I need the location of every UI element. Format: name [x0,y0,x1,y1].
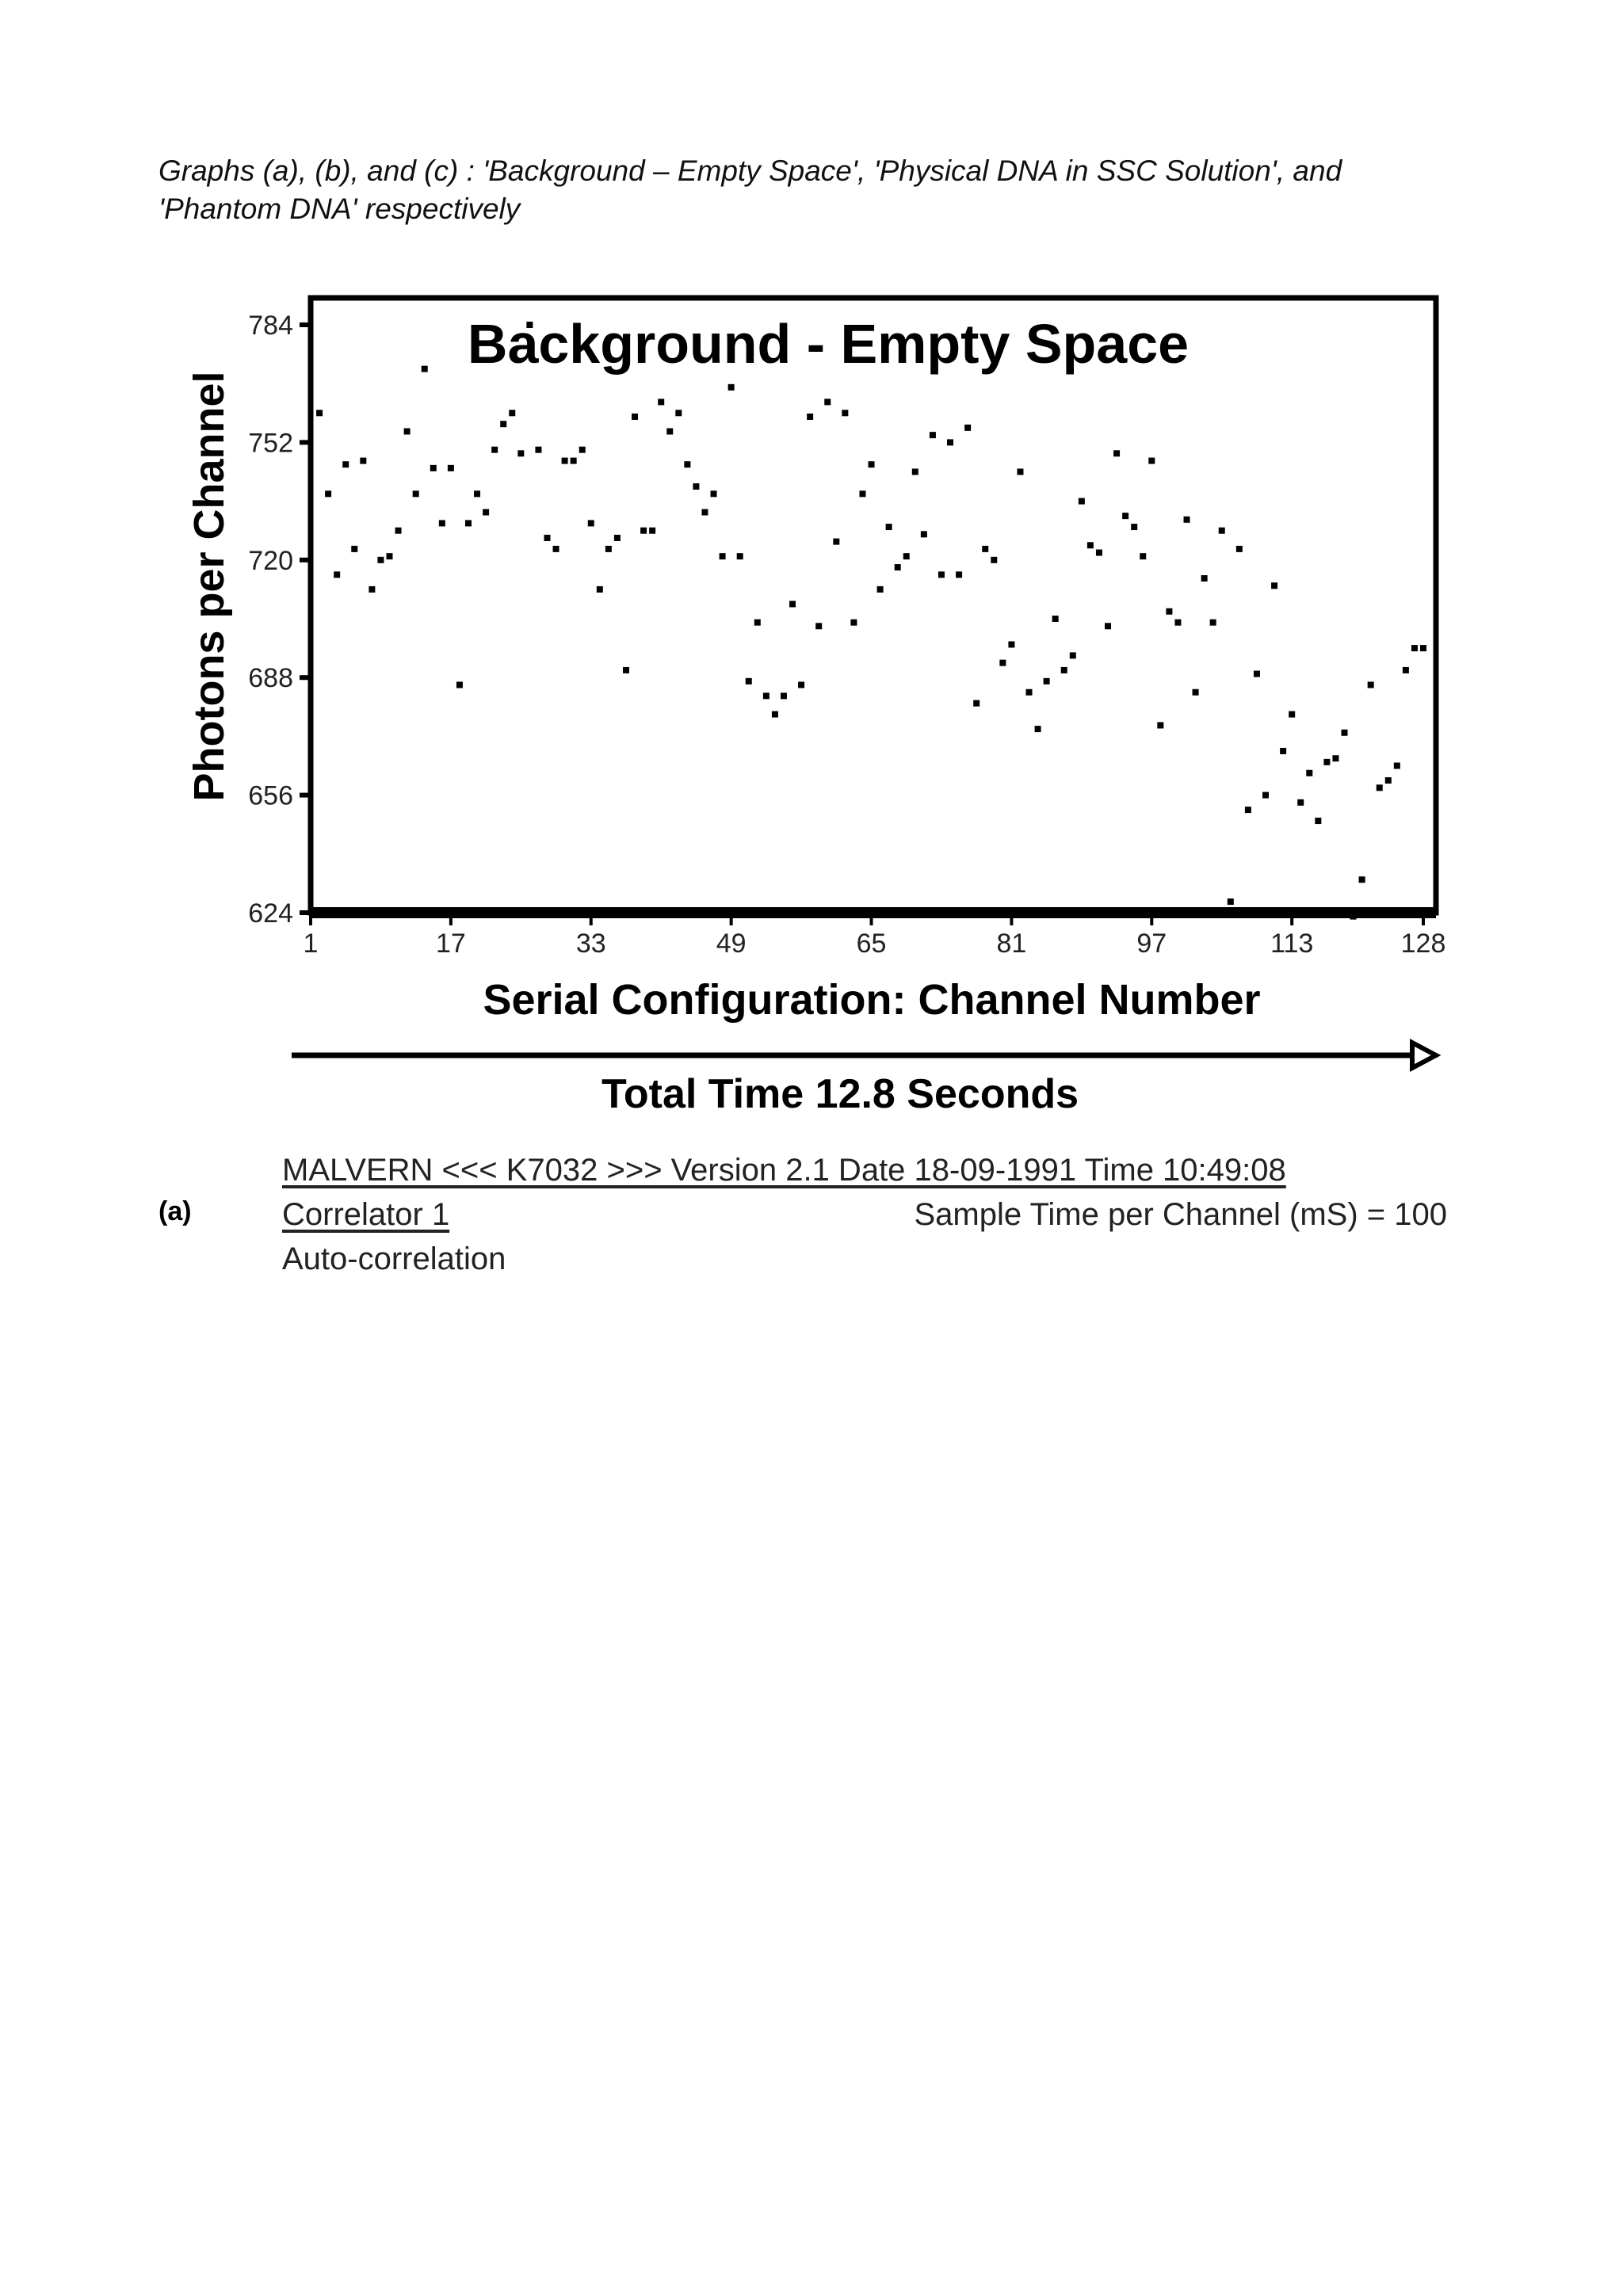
data-point [1096,550,1102,556]
data-point [1385,777,1392,784]
data-point [1122,513,1128,519]
data-point [1026,689,1033,696]
data-point [991,557,997,563]
data-point [658,399,664,405]
data-point [1289,711,1295,718]
data-point [781,692,787,699]
data-point [675,410,682,416]
data-point [430,465,437,471]
y-tick-label: 624 [248,898,293,929]
data-point [1254,671,1260,677]
y-tick-label: 688 [248,663,293,694]
data-point [1087,542,1094,548]
instrument-header-line: MALVERN <<< K7032 >>> Version 2.1 Date 18-09-1991 Time 10:49:08 [282,1153,1286,1188]
data-point [833,539,839,545]
data-point [377,557,384,563]
data-point [720,553,726,559]
chart-title: Background - Empty Space [467,313,1190,375]
x-tick-label: 65 [856,929,887,959]
data-point [439,520,445,526]
y-tick-label: 720 [248,545,293,576]
data-point [640,528,647,534]
data-point [316,410,323,416]
y-axis-ticks [248,311,311,929]
panel-label: (a) [158,1196,192,1226]
data-point [544,535,550,541]
data-point [1113,450,1120,456]
data-point [623,667,629,673]
data-point [1184,517,1190,523]
x-tick-label: 128 [1400,929,1446,959]
data-point [886,524,892,530]
data-point [895,564,901,570]
data-point [1219,528,1225,534]
data-point [579,447,586,453]
data-point [1245,807,1251,813]
data-point [1350,913,1357,920]
data-point [1105,623,1111,629]
data-point [921,531,927,537]
data-point [571,458,577,464]
figure-caption: Graphs (a), (b), and (c) : 'Background – Empty Space', 'Physical DNA in SSC Solution', and 'Phantom DNA' respectively [158,154,1342,225]
data-points [316,322,1426,920]
data-point [754,620,761,626]
data-point [1228,898,1234,905]
data-point [588,520,594,526]
data-point [448,465,454,471]
data-point [360,458,366,464]
data-point [491,447,498,453]
data-point [500,421,506,427]
data-point [973,700,980,707]
data-point [404,428,411,434]
data-point [842,410,848,416]
data-point [1394,763,1400,769]
correlator-label: Correlator 1 [282,1197,450,1232]
data-point [1420,645,1426,651]
data-point [456,681,463,688]
data-point [947,439,953,445]
time-arrow-head [1412,1043,1436,1068]
data-point [1323,759,1330,765]
y-tick-label: 656 [248,780,293,811]
data-point [1174,620,1181,626]
x-tick-label: 49 [716,929,747,959]
data-point [789,601,796,607]
data-point [1236,546,1243,552]
data-point [562,458,568,464]
x-tick-label: 113 [1270,929,1314,959]
data-point [982,546,988,552]
data-point [1368,681,1374,688]
data-point [1297,799,1304,806]
data-point [728,384,735,391]
data-point [1140,553,1146,559]
data-point [1262,792,1269,799]
data-point [1157,722,1163,728]
data-point [999,660,1006,666]
data-point [517,450,524,456]
total-time-label: Total Time 12.8 Seconds [601,1071,1079,1117]
y-tick-label: 784 [248,311,293,341]
data-point [413,490,419,497]
data-point [772,711,778,718]
data-point [701,509,708,516]
data-point [351,546,357,552]
data-point [684,461,690,467]
data-point [649,528,655,534]
data-point [342,461,349,467]
data-point [956,571,962,578]
data-point [807,414,813,420]
data-point [1306,770,1312,776]
data-point [1210,620,1216,626]
data-point [325,490,331,497]
data-point [859,490,865,497]
data-point [509,410,515,416]
data-point [1148,458,1155,464]
data-point [605,546,612,552]
sample-time-label: Sample Time per Channel (mS) = 100 [914,1197,1447,1232]
plot-frame [311,298,1436,913]
data-point [1201,575,1208,582]
data-point [1377,784,1383,791]
data-point [1052,616,1059,622]
scatter-chart [0,0,1623,1141]
data-point [422,366,428,372]
y-tick-label: 752 [248,428,293,459]
data-point [614,535,621,541]
data-point [869,461,875,467]
x-tick-label: 81 [996,929,1027,959]
data-point [535,447,541,453]
data-point [1008,641,1014,647]
x-axis-title: Serial Configuration: Channel Number [483,976,1261,1024]
data-point [632,414,638,420]
data-point [746,678,752,685]
data-point [1035,726,1041,732]
data-point [1044,678,1050,685]
data-point [1131,524,1137,530]
data-point [1193,689,1199,696]
data-point [1166,608,1172,615]
data-point [1403,667,1409,673]
x-axis-ticks [304,913,1446,959]
data-point [386,553,392,559]
data-point [824,399,831,405]
data-point [964,425,971,431]
data-point [334,571,340,578]
data-point [597,586,603,593]
data-point [1359,876,1365,883]
data-point [395,528,402,534]
data-point [474,490,480,497]
data-point [465,520,472,526]
mode-label: Auto-correlation [282,1241,506,1276]
data-point [930,432,936,438]
x-tick-label: 33 [575,929,606,959]
data-point [693,483,699,490]
data-point [1342,730,1348,736]
data-point [1411,645,1418,651]
correlator-line [282,1197,1447,1237]
data-point [711,490,717,497]
data-point [369,586,375,593]
data-point [1070,652,1076,658]
data-point [483,509,489,516]
data-point [737,553,743,559]
data-point [877,586,884,593]
x-tick-label: 97 [1136,929,1167,959]
x-tick-label: 1 [303,929,319,959]
data-point [1271,582,1277,589]
data-point [903,553,910,559]
data-point [912,469,918,475]
y-axis-title: Photons per Channel [185,371,233,802]
data-point [1017,469,1023,475]
data-point [666,428,673,434]
data-point [1061,667,1067,673]
data-point [1079,498,1085,505]
data-point [850,620,857,626]
data-point [798,681,804,688]
data-point [938,571,945,578]
data-point [553,546,559,552]
data-point [1280,748,1286,754]
data-point [1315,818,1321,824]
x-tick-label: 17 [435,929,466,959]
data-point [763,692,769,699]
data-point [1332,755,1338,761]
data-point [815,623,822,629]
